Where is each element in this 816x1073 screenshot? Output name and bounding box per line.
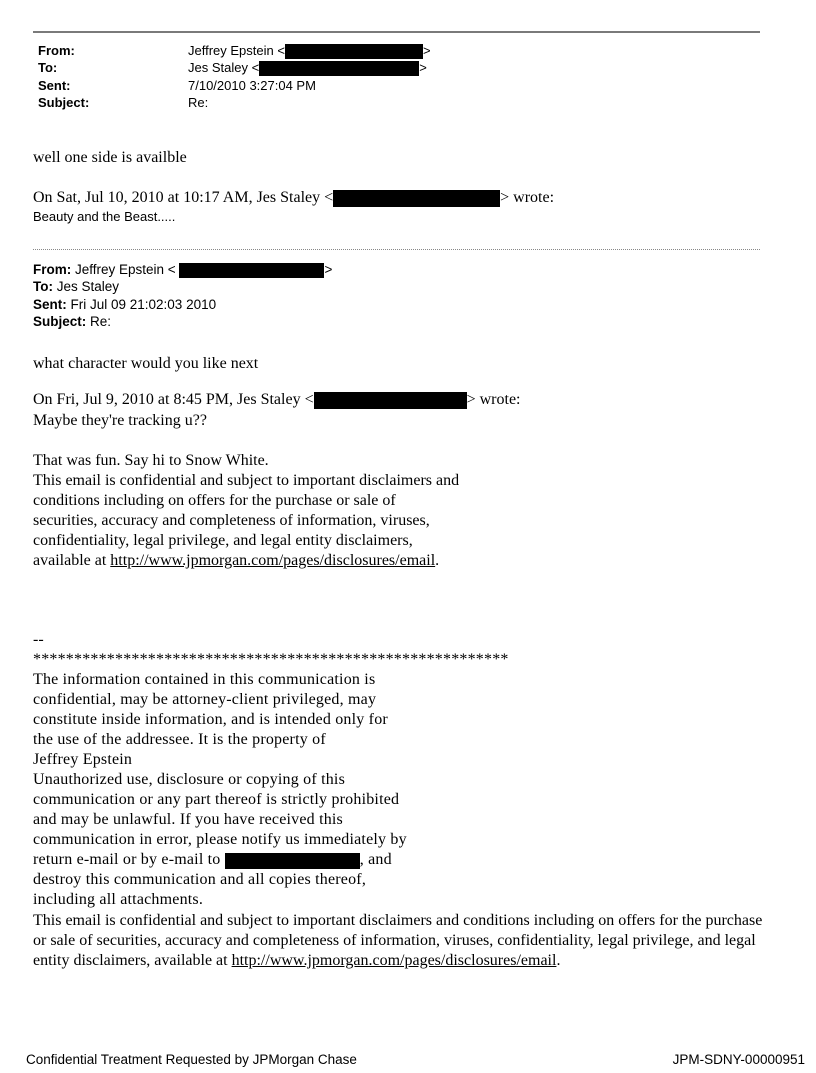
header-divider-line bbox=[33, 31, 760, 33]
disclaimer-line: This email is confidential and subject to important disclaimers and conditions including on offers for the purchase bbox=[33, 912, 763, 929]
sent-label: Sent: bbox=[33, 296, 67, 312]
quote-attribution-text: On Fri, Jul 9, 2010 at 8:45 PM, Jes Staley < bbox=[33, 391, 314, 408]
redaction-box bbox=[285, 44, 423, 59]
signature-line: communication in error, please notify us immediately by bbox=[33, 831, 407, 848]
email1-quoted-text: Beauty and the Beast..... bbox=[33, 209, 176, 224]
to-value: Jes Staley bbox=[53, 279, 120, 295]
from-value-close: > bbox=[324, 262, 333, 277]
signature-line: the use of the addressee. It is the property of bbox=[33, 731, 326, 748]
from-label: From: bbox=[38, 43, 75, 58]
disclaimer-link-suffix: . bbox=[435, 552, 440, 569]
email2-quote-attribution bbox=[33, 390, 521, 410]
email1-from-row bbox=[38, 42, 431, 59]
signature-line: confidential, may be attorney-client privileged, may bbox=[33, 691, 377, 708]
subject-value: Re: bbox=[188, 94, 209, 110]
final-disclaimer-paragraph bbox=[33, 911, 762, 971]
sent-value: Fri Jul 09 21:02:03 2010 bbox=[66, 296, 217, 312]
asterisk-divider: ********************************************************** bbox=[33, 651, 509, 668]
confidential-treatment-stamp: Confidential Treatment Requested by JPMorgan Chase bbox=[26, 1052, 357, 1067]
to-value-close: > bbox=[419, 60, 427, 76]
email1-to-row bbox=[38, 59, 431, 76]
signature-line: Jeffrey Epstein bbox=[33, 751, 133, 768]
from-value-text: Jeffrey Epstein < bbox=[71, 262, 176, 277]
redaction-box bbox=[225, 853, 360, 869]
email1-sent-row bbox=[38, 77, 431, 94]
signature-separator: -- bbox=[33, 631, 44, 648]
redaction-box bbox=[333, 190, 500, 207]
quote-attribution-text: On Sat, Jul 10, 2010 at 10:17 AM, Jes Staley < bbox=[33, 189, 334, 206]
message-divider-line bbox=[33, 249, 760, 250]
quote-attribution-close: > wrote: bbox=[466, 391, 521, 408]
signature-redacted-line bbox=[33, 850, 509, 870]
signature-line: constitute inside information, and is intended only for bbox=[33, 711, 388, 728]
disclosures-url-link[interactable]: http://www.jpmorgan.com/pages/disclosures/email bbox=[110, 552, 436, 569]
disclaimer-line: confidentiality, legal privilege, and legal entity disclaimers, bbox=[33, 532, 413, 549]
from-value-close: > bbox=[422, 43, 431, 58]
disclaimer-line: or sale of securities, accuracy and completeness of information, viruses, confidentiality, legal privilege, and legal bbox=[33, 932, 756, 949]
disclaimer-link-line bbox=[33, 551, 459, 571]
quoted-line: That was fun. Say hi to Snow White. bbox=[33, 452, 269, 469]
email2-body-text: what character would you like next bbox=[33, 355, 259, 372]
redaction-box bbox=[259, 61, 419, 76]
page-footer bbox=[0, 1052, 816, 1067]
subject-label: Subject: bbox=[38, 94, 90, 110]
email2-from-row bbox=[33, 261, 332, 278]
email2-quoted-text: Maybe they're tracking u?? bbox=[33, 412, 207, 429]
to-value-text: Jes Staley < bbox=[188, 60, 260, 76]
email1-header bbox=[38, 42, 431, 111]
email2-subject-row bbox=[33, 313, 332, 330]
disclaimer-link-prefix: entity disclaimers, available at bbox=[33, 952, 232, 969]
signature-line: communication or any part thereof is strictly prohibited bbox=[33, 791, 400, 808]
email1-subject-row bbox=[38, 94, 431, 111]
signature-line: The information contained in this communication is bbox=[33, 671, 376, 688]
email2-to-row bbox=[33, 278, 332, 295]
signature-line: and may be unlawful. If you have received this bbox=[33, 811, 343, 828]
subject-label: Subject: bbox=[33, 313, 87, 329]
email2-quoted-block bbox=[33, 451, 459, 571]
disclaimer-link-suffix: . bbox=[556, 952, 561, 969]
from-value-text: Jeffrey Epstein < bbox=[188, 43, 285, 58]
disclaimer-line: securities, accuracy and completeness of information, viruses, bbox=[33, 512, 430, 529]
redaction-box bbox=[314, 392, 467, 409]
to-value bbox=[188, 59, 427, 76]
to-label: To: bbox=[33, 279, 53, 295]
signature-line: including all attachments. bbox=[33, 891, 204, 908]
signature-line: Unauthorized use, disclosure or copying of this bbox=[33, 771, 346, 788]
sent-label: Sent: bbox=[38, 77, 71, 93]
bates-number: JPM-SDNY-00000951 bbox=[672, 1052, 805, 1067]
subject-value: Re: bbox=[86, 313, 112, 329]
signature-block bbox=[33, 650, 509, 910]
redacted-line-suffix: , and bbox=[359, 851, 392, 868]
disclaimer-line: This email is confidential and subject to important disclaimers and bbox=[33, 472, 460, 489]
sent-value: 7/10/2010 3:27:04 PM bbox=[188, 77, 316, 93]
redacted-line-prefix: return e-mail or by e-mail to bbox=[33, 851, 225, 868]
disclaimer-line: conditions including on offers for the purchase or sale of bbox=[33, 492, 396, 509]
signature-line: destroy this communication and all copies thereof, bbox=[33, 871, 367, 888]
email1-body-text: well one side is availble bbox=[33, 149, 187, 166]
disclosures-url-link[interactable]: http://www.jpmorgan.com/pages/disclosures/email bbox=[231, 952, 557, 969]
email2-header bbox=[33, 261, 332, 330]
to-label: To: bbox=[38, 60, 58, 76]
email1-quote-attribution bbox=[33, 188, 554, 208]
quote-attribution-close: > wrote: bbox=[500, 189, 555, 206]
redaction-box bbox=[179, 263, 324, 278]
from-value bbox=[188, 42, 431, 59]
email2-sent-row bbox=[33, 296, 332, 313]
disclaimer-link-line bbox=[33, 951, 762, 971]
from-label: From: bbox=[33, 262, 72, 277]
disclaimer-link-prefix: available at bbox=[33, 552, 111, 569]
